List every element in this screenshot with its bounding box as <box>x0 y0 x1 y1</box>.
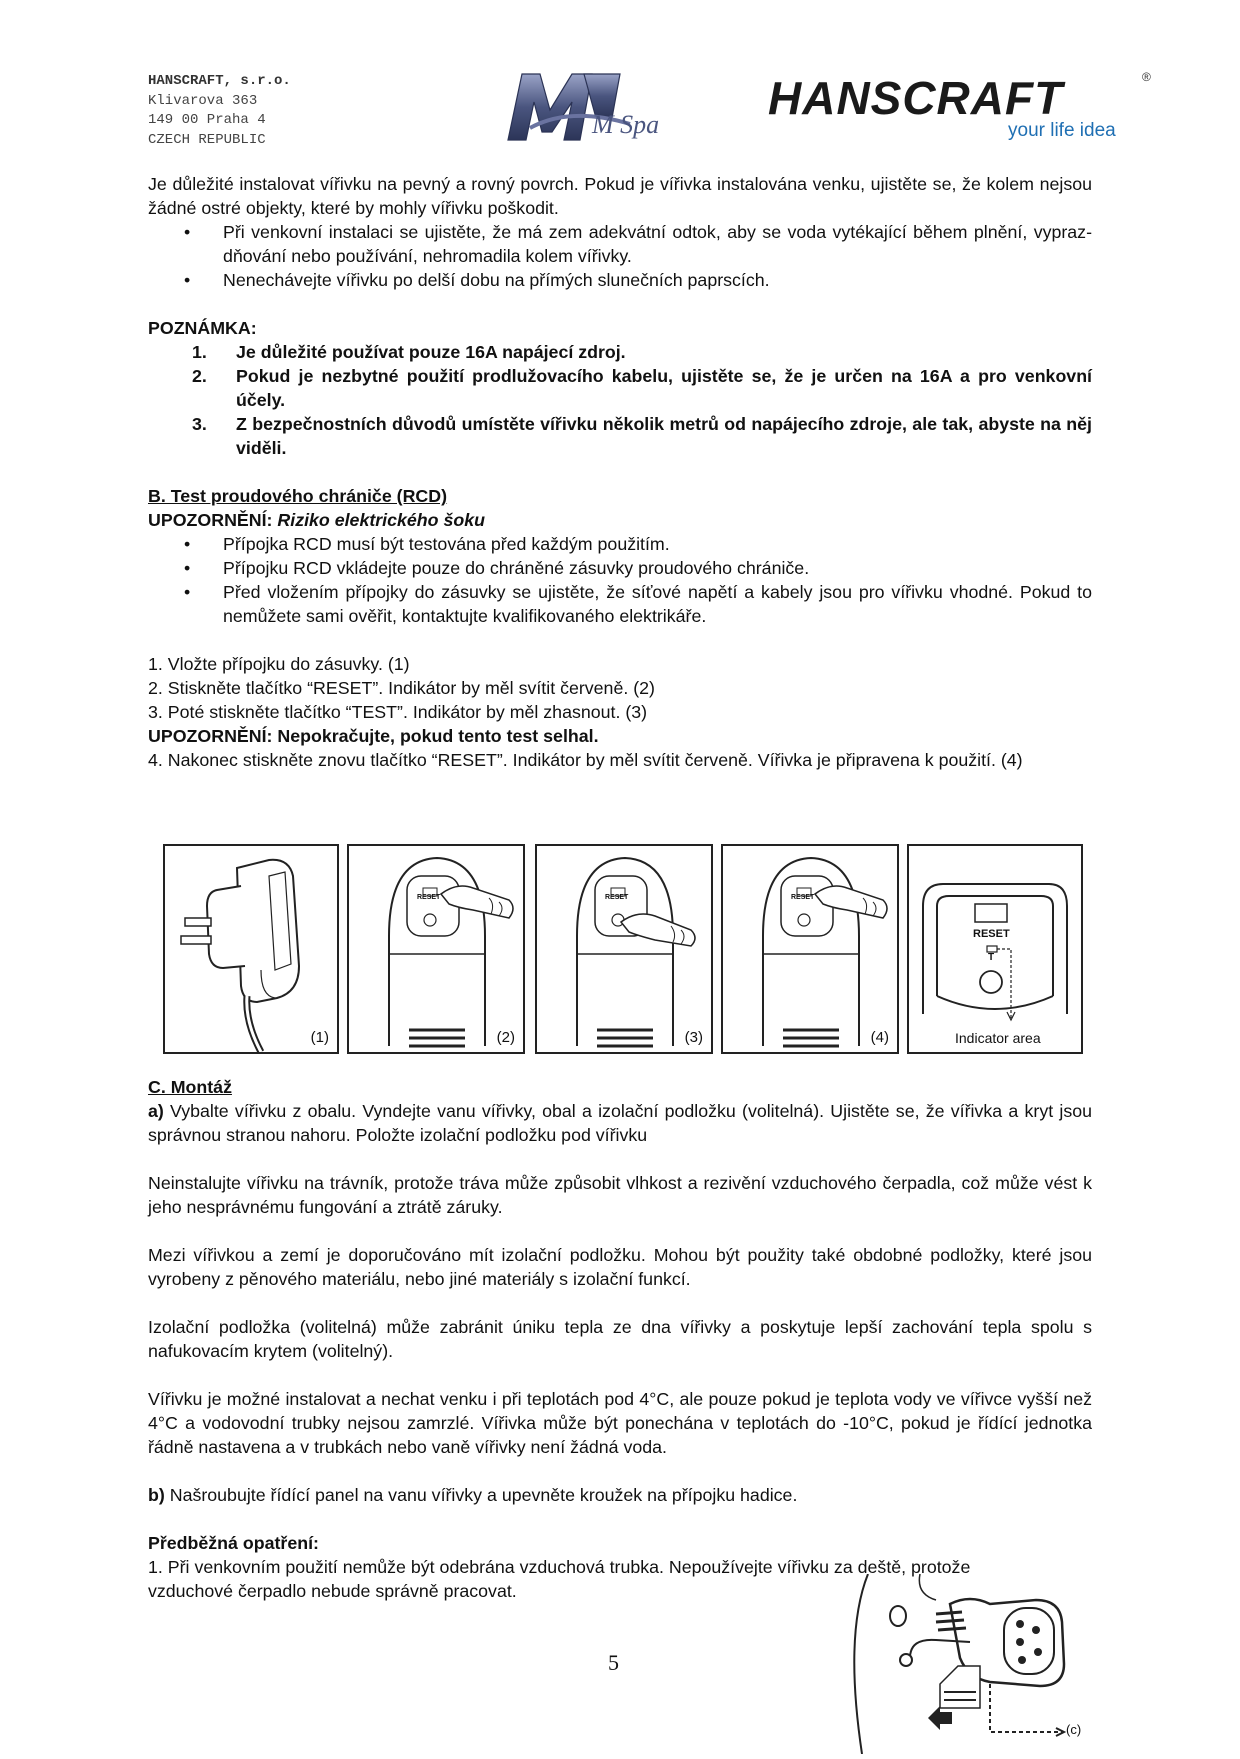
hanscraft-tagline: your life idea <box>1008 120 1116 141</box>
reset-label: RESET <box>973 928 1010 940</box>
figure-label: (3) <box>684 1029 703 1046</box>
figure-label: (4) <box>870 1029 889 1046</box>
mspa-logo <box>500 66 700 150</box>
note-list <box>148 340 1092 460</box>
hanscraft-logo <box>768 70 1168 144</box>
company-address <box>148 72 291 150</box>
list-item: • Při venkovní instalaci se ujistěte, že má zem adekvátní odtok, aby se voda vytékající během plnění, vyprazdňování nebo používání, nehromadila kolem vířivky. <box>148 220 1092 268</box>
reset-label: RESET <box>791 894 815 901</box>
figure-label: (c) <box>1066 1722 1082 1737</box>
control-panel-illustration <box>840 1574 1100 1754</box>
page-number: 5 <box>608 1650 619 1675</box>
rcd-step: 2. Stiskněte tlačítko “RESET”. Indikátor by měl svítit červeně. (2) <box>148 678 655 698</box>
assembly-step-b: b) Našroubujte řídící panel na vanu vířivky a upevněte kroužek na přípojku hadice. <box>148 1485 798 1505</box>
company-name: HANSCRAFT, s.r.o. <box>148 73 291 89</box>
mspa-logo-text: M Spa <box>592 110 660 139</box>
list-item: • Přípojku RCD vkládejte pouze do chráněné zásuvky proudového chrániče. <box>148 556 1092 580</box>
list-item: 2. Pokud je nezbytné použití prodlužovacího kabelu, ujistěte se, že je určen na 16A a pro venkovní účely. <box>192 366 1092 410</box>
precaution-item: 1. Při venkovním použití nemůže být odebrána vzduchová trubka. Nepoužívejte vířivku za deště, protože vzduchové čerpadlo nebude správně pracovat. <box>148 1557 971 1601</box>
precautions-heading: Předběžná opatření: <box>148 1533 319 1553</box>
address-country: CZECH REPUBLIC <box>148 131 266 148</box>
list-item: • Přípojka RCD musí být testována před každým použitím. <box>148 532 1092 556</box>
address-city: 149 00 Praha 4 <box>148 112 266 128</box>
figure-label: (2) <box>496 1029 515 1046</box>
indicator-caption: Indicator area <box>955 1030 1041 1046</box>
list-item: • Nenechávejte vířivku po delší dobu na přímých slunečních paprscích. <box>148 268 1092 292</box>
assembly-paragraph: Vířivku je možné instalovat a nechat venku i při teplotách pod 4°C, ale pouze pokud je teplota vody ve vířivce vyšší než 4°C a vodovodní trubky nejsou zamrzlé. Vířivka může být ponechána v teplotách do -10°C, pokud je řídící jednotka řádně nastavena a v trubkách nebo vaně vířivky není žádná voda. <box>148 1389 1092 1457</box>
figure-label: (1) <box>310 1029 329 1046</box>
reset-label: RESET <box>417 894 441 901</box>
assembly-section <box>148 1075 1092 1603</box>
rcd-step: 1. Vložte přípojku do zásuvky. (1) <box>148 654 410 674</box>
rcd-step: 3. Poté stiskněte tlačítko “TEST”. Indikátor by měl zhasnout. (3) <box>148 702 648 722</box>
intro-bullets <box>148 220 1092 292</box>
rcd-step: 4. Nakonec stiskněte znovu tlačítko “RESET”. Indikátor by měl svítit červeně. Vířivka je připravena k použití. (4) <box>148 750 1023 770</box>
hanscraft-logo-text: HANSCRAFT <box>768 72 1064 124</box>
reset-label: RESET <box>605 894 629 901</box>
figure-reset-press <box>347 844 525 1054</box>
assembly-paragraph: Izolační podložka (volitelná) může zabránit úniku tepla ze dna vířivky a poskytuje lepší zachování tepla spolu s nafukovacím krytem (volitelný). <box>148 1317 1092 1361</box>
list-item: • Před vložením přípojky do zásuvky se ujistěte, že síťové napětí a kabely jsou pro vířivku vhodné. Pokud to nemůžete sami ověřit, kontaktujte kvalifikovaného elektrikáře. <box>148 580 1092 628</box>
test-label: T <box>988 952 995 963</box>
list-item: 3. Z bezpečnostních důvodů umístěte vířivku několik metrů od napájecího zdroje, ale tak, abyste na něj viděli. <box>192 414 1092 458</box>
registered-mark-icon: ® <box>1142 70 1151 84</box>
page-content <box>148 172 1092 772</box>
rcd-bullets <box>148 532 1092 628</box>
figure-reset-again <box>721 844 899 1054</box>
address-street: Klivarova 363 <box>148 92 258 109</box>
assembly-paragraph: Mezi vířivkou a zemí je doporučováno mít izolační podložku. Mohou být použity také obdobné podložky, které jsou vyrobeny z pěnového materiálu, nebo jiné materiály s izolační funkcí. <box>148 1245 1092 1289</box>
assembly-paragraph: Neinstalujte vířivku na trávník, protože tráva může způsobit vlhkost a rezivění vzduchového čerpadla, což může vést k jeho nesprávnému fungování a ztrátě záruky. <box>148 1173 1092 1217</box>
figure-test-press <box>535 844 713 1054</box>
figure-plug <box>163 844 339 1054</box>
list-item: 1. Je důležité používat pouze 16A napájecí zdroj. <box>192 342 626 362</box>
figure-indicator-detail <box>907 844 1083 1054</box>
rcd-heading: B. Test proudového chrániče (RCD) <box>148 486 448 506</box>
note-heading: POZNÁMKA: <box>148 318 257 338</box>
assembly-step-a: a) Vybalte vířivku z obalu. Vyndejte vanu vířivky, obal a izolační podložku (volitelná). Ujistěte se, že vířivka a kryt jsou správnou stranou nahoru. Položte izolační podložku pod vířivku <box>148 1101 1092 1145</box>
rcd-warning: UPOZORNĚNÍ: Riziko elektrického šoku <box>148 510 485 530</box>
assembly-heading: C. Montáž <box>148 1077 232 1097</box>
rcd-warning-2: UPOZORNĚNÍ: Nepokračujte, pokud tento test selhal. <box>148 726 599 746</box>
rcd-figures <box>163 844 1083 1056</box>
intro-paragraph: Je důležité instalovat vířivku na pevný a rovný povrch. Pokud je vířivka instalována venku, ujistěte se, že kolem nejsou žádné ostré objekty, které by mohly vířivku poškodit. <box>148 174 1092 218</box>
